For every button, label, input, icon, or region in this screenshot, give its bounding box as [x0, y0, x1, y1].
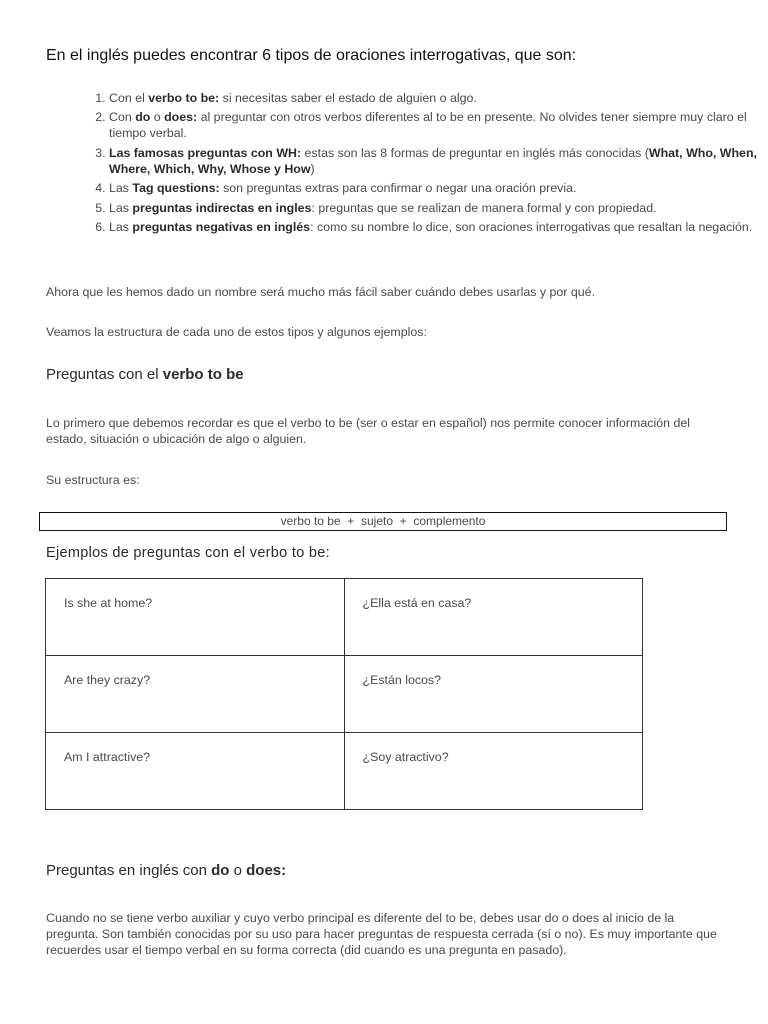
do-does-paragraph: Cuando no se tiene verbo auxiliar y cuyo verbo principal es diferente del to be, debes usar do o does al inicio de la pregunta. Son también conocidas por su uso para hacer preguntas de respuesta cerrada (sí o no). Es muy importante que recuerdes usar el tiempo verbal en su forma correcta (did cuando es una pregunta en pasado).	[46, 911, 717, 957]
structure-label: Su estructura es:	[46, 473, 140, 487]
table-cell-english: Is she at home?	[46, 579, 345, 656]
table-row	[46, 579, 643, 656]
list-item: 6. Las preguntas negativas en inglés: como su nombre lo dice, son oraciones interrogativas que resaltan la negación.	[109, 219, 768, 235]
main-heading: En el inglés puedes encontrar 6 tipos de oraciones interrogativas, que son:	[46, 47, 577, 64]
list-item: 2. Con do o does: al preguntar con otros verbos diferentes al to be en presente. No olvides tener siempre muy claro el tiempo verbal.	[109, 109, 768, 141]
examples-heading: Ejemplos de preguntas con el verbo to be:	[46, 545, 330, 561]
list-item: 3. Las famosas preguntas con WH: estas son las 8 formas de preguntar en inglés más conocidas (What, Who, When, Where, Which, Why, Whose y How)	[109, 145, 768, 177]
table-row	[46, 656, 643, 733]
intro-paragraph: Ahora que les hemos dado un nombre será mucho más fácil saber cuándo debes usarlas y por qué.	[46, 285, 595, 299]
section-heading-do-does: Preguntas en inglés con do o does:	[46, 862, 287, 879]
table-cell-spanish: ¿Ella está en casa?	[344, 579, 643, 656]
table-row	[46, 733, 643, 810]
verb-to-be-paragraph: Lo primero que debemos recordar es que el verbo to be (ser o estar en español) nos permite conocer información del estado, situación o ubicación de algo o alguien.	[46, 416, 690, 446]
table-cell-english: Am I attractive?	[46, 733, 345, 810]
list-item: 5. Las preguntas indirectas en ingles: preguntas que se realizan de manera formal y con propiedad.	[109, 200, 768, 216]
structure-intro-paragraph: Veamos la estructura de cada uno de estos tipos y algunos ejemplos:	[46, 325, 427, 339]
question-types-list	[46, 90, 768, 238]
table-cell-spanish: ¿Están locos?	[344, 656, 643, 733]
table-cell-english: Are they crazy?	[46, 656, 345, 733]
examples-table	[45, 578, 643, 810]
list-item: 4. Las Tag questions: son preguntas extras para confirmar o negar una oración previa.	[109, 180, 768, 196]
table-cell-spanish: ¿Soy atractivo?	[344, 733, 643, 810]
list-item: 1. Con el verbo to be: si necesitas saber el estado de alguien o algo.	[109, 90, 768, 106]
structure-formula-box: verbo to be + sujeto + complemento	[39, 512, 727, 531]
section-heading-verb-to-be: Preguntas con el verbo to be	[46, 366, 244, 383]
